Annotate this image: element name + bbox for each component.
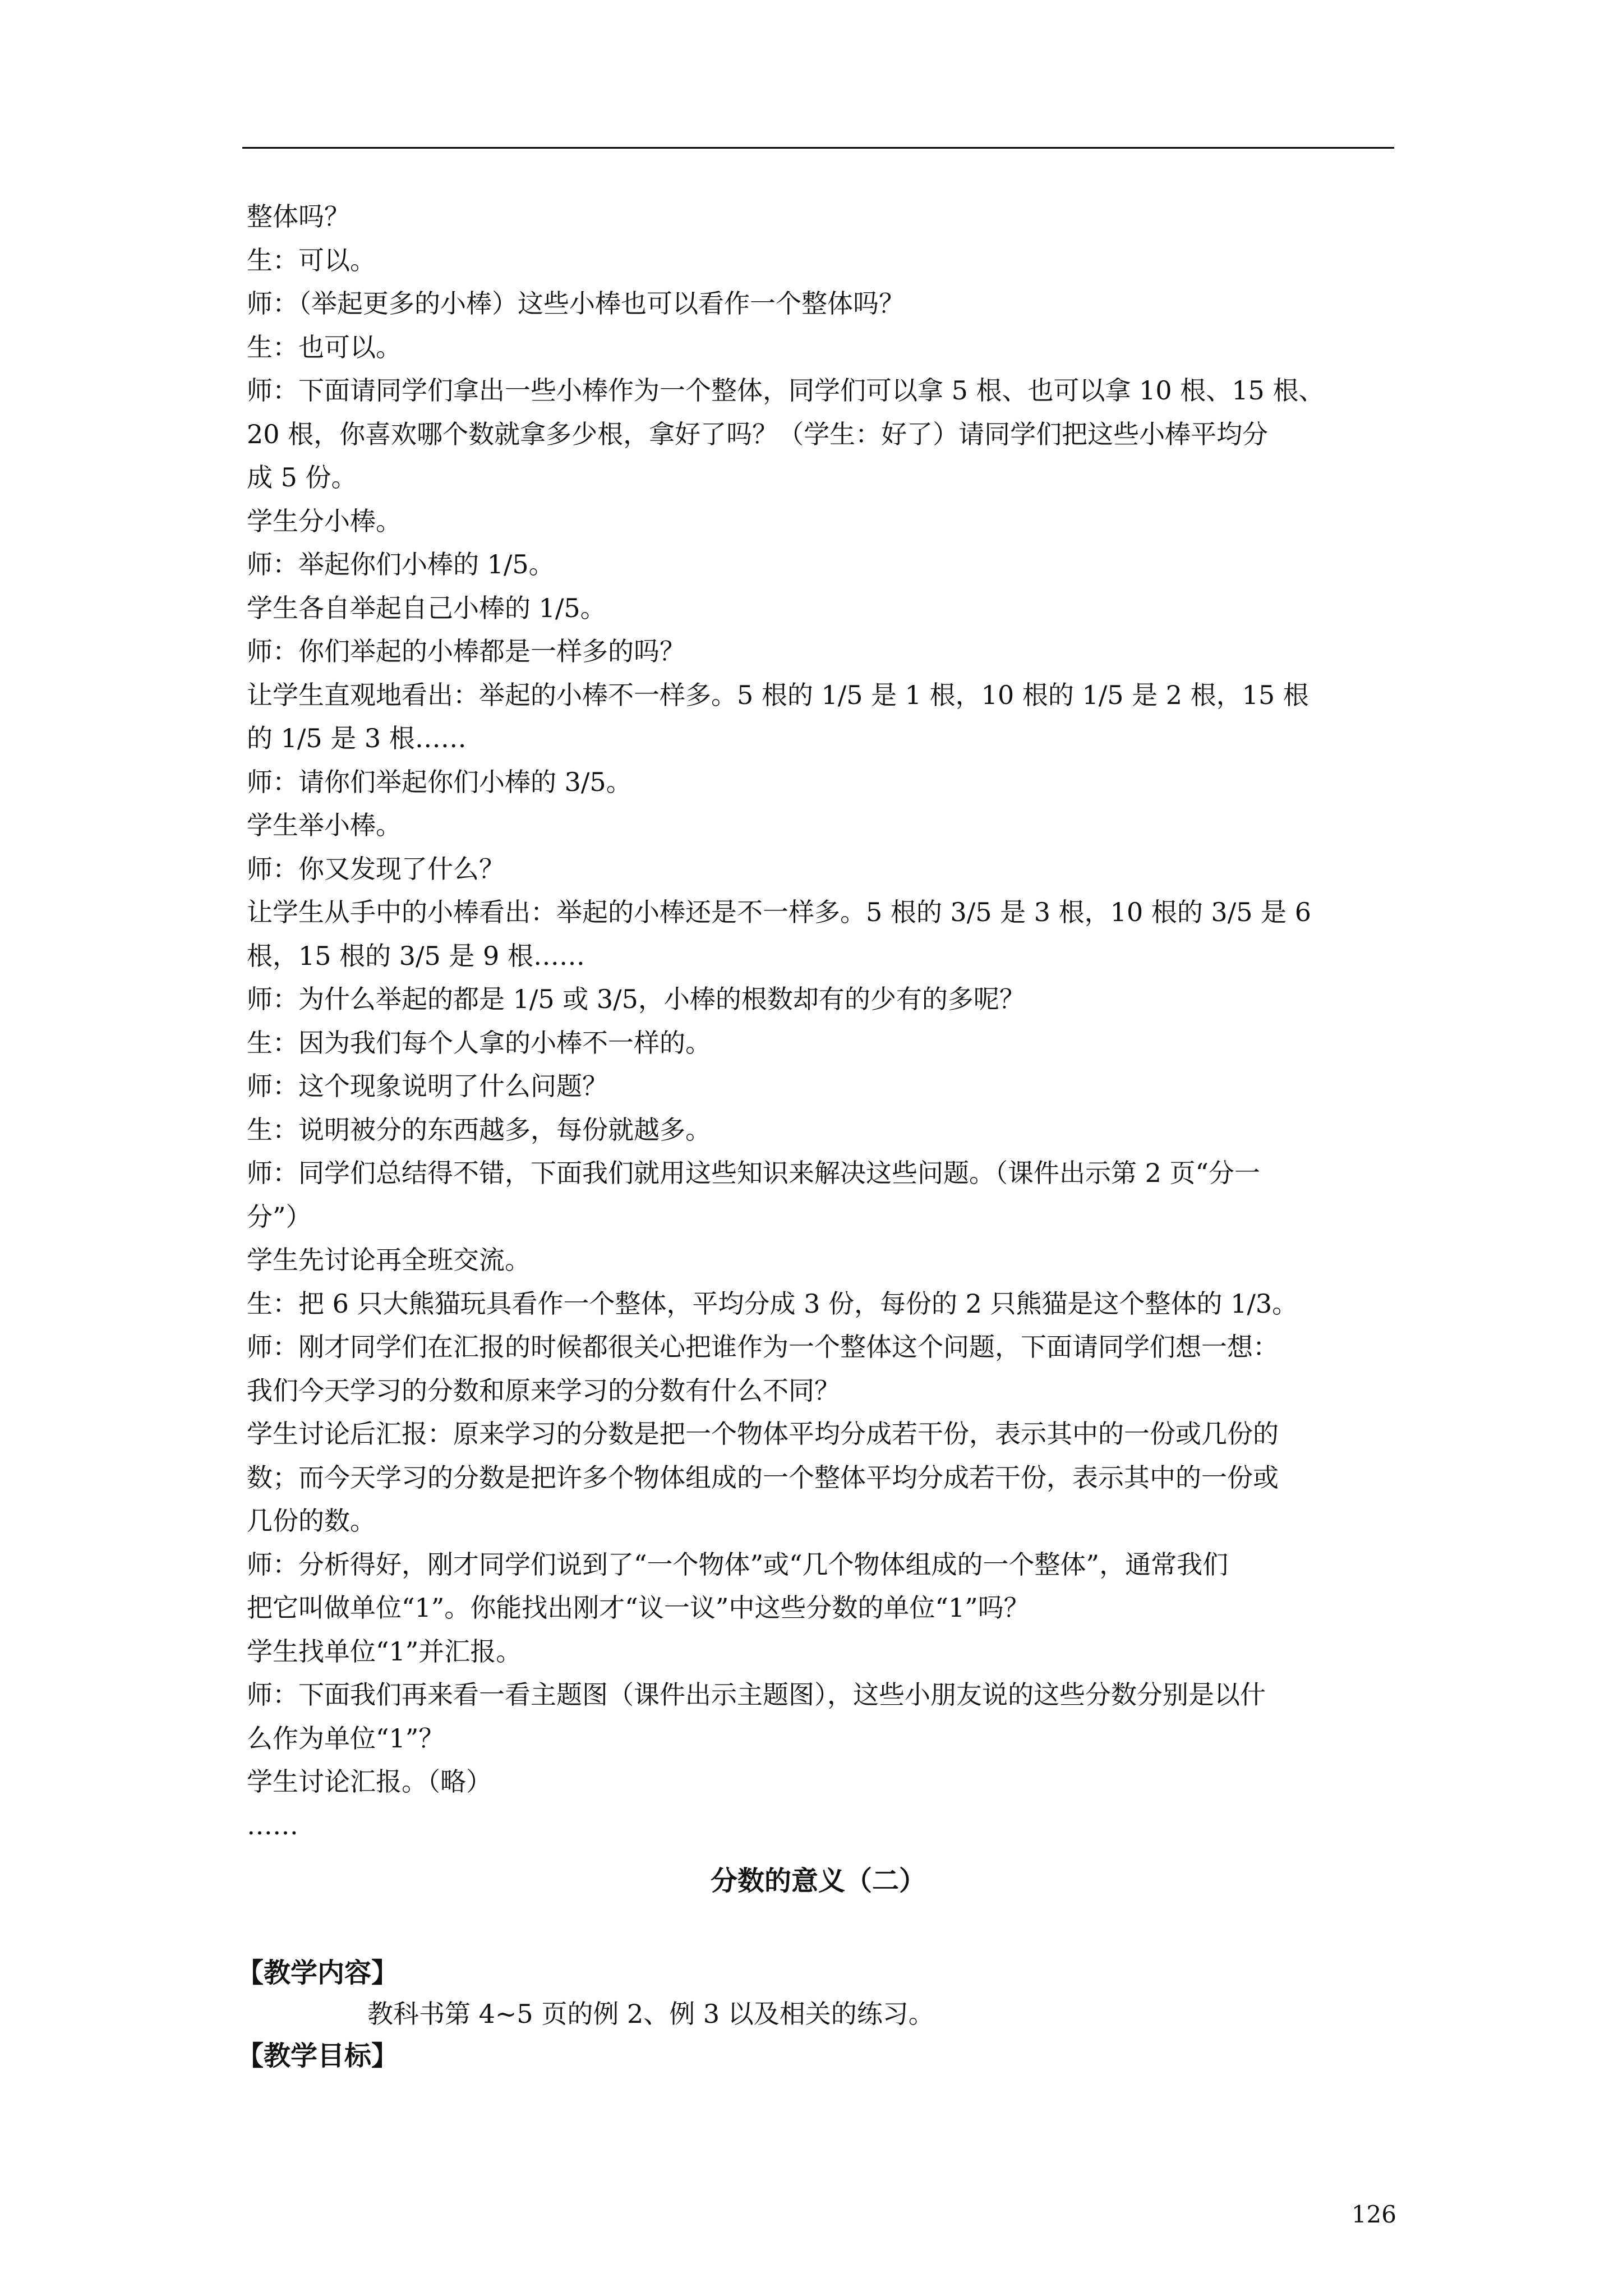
teaching-content-heading: 【教学内容】 <box>237 1957 399 1989</box>
header-rule <box>242 147 1394 149</box>
text-line: 师：这个现象说明了什么问题？ <box>247 1071 608 1101</box>
text-line: 生：把 6 只大熊猫玩具看作一个整体，平均分成 3 份，每份的 2 只熊猫是这个整体的 1/3。 <box>247 1288 1298 1319</box>
text-line: 学生先讨论再全班交流。 <box>247 1245 531 1275</box>
text-line: 学生分小棒。 <box>247 505 402 536</box>
text-line: 学生讨论汇报。（略） <box>247 1766 492 1797</box>
text-line: 师：同学们总结得不错，下面我们就用这些知识来解决这些问题。（课件出示第 2 页“分一 <box>247 1158 1261 1188</box>
text-line: 师：下面请同学们拿出一些小棒作为一个整体，同学们可以拿 5 根、也可以拿 10 根、15 根、 <box>247 375 1325 406</box>
teaching-goals-heading: 【教学目标】 <box>237 2040 399 2072</box>
text-line: 师：刚才同学们在汇报的时候都很关心把谁作为一个整体这个问题，下面请同学们想一想： <box>247 1332 1279 1362</box>
text-line: 成 5 份。 <box>247 462 357 493</box>
text-line: 师：（举起更多的小棒）这些小棒也可以看作一个整体吗？ <box>247 288 905 319</box>
text-line: 让学生直观地看出：举起的小棒不一样多。5 根的 1/5 是 1 根，10 根的 1/5 是 2 根，15 根 <box>247 679 1309 710</box>
text-line: 生：因为我们每个人拿的小棒不一样的。 <box>247 1027 711 1058</box>
text-line: 数；而今天学习的分数是把许多个物体组成的一个整体平均分成若干份，表示其中的一份或 <box>247 1462 1279 1493</box>
text-line: 的 1/5 是 3 根…… <box>247 723 467 753</box>
teaching-content-text: 教科书第 4~5 页的例 2、例 3 以及相关的练习。 <box>367 1999 934 2029</box>
text-line: 让学生从手中的小棒看出：举起的小棒还是不一样多。5 根的 3/5 是 3 根，10 根的 3/5 是 6 <box>247 897 1311 927</box>
text-line: 师：为什么举起的都是 1/5 或 3/5，小棒的根数却有的少有的多呢？ <box>247 984 1025 1014</box>
text-line: 生：也可以。 <box>247 332 402 362</box>
text-line: 根，15 根的 3/5 是 9 根…… <box>247 940 585 971</box>
text-line: 师：分析得好，刚才同学们说到了“一个物体”或“几个物体组成的一个整体”，通常我们 <box>247 1549 1229 1580</box>
text-line: 把它叫做单位“1”。你能找出刚才“议一议”中这些分数的单位“1”吗？ <box>247 1593 1030 1623</box>
text-line: 学生找单位“1”并汇报。 <box>247 1636 522 1667</box>
text-line: 几份的数。 <box>247 1506 376 1536</box>
text-line: 么作为单位“1”？ <box>247 1723 445 1754</box>
text-line: 生：可以。 <box>247 245 376 275</box>
page-number: 126 <box>1351 2201 1396 2228</box>
text-line: 师：请你们举起你们小棒的 3/5。 <box>247 766 632 797</box>
text-line: 师：举起你们小棒的 1/5。 <box>247 549 555 579</box>
text-line: 20 根，你喜欢哪个数就拿多少根，拿好了吗？（学生：好了）请同学们把这些小棒平均分 <box>247 418 1269 449</box>
text-line: 师：下面我们再来看一看主题图（课件出示主题图），这些小朋友说的这些分数分别是以什 <box>247 1680 1266 1710</box>
text-line: 分”） <box>247 1201 312 1232</box>
section-title: 分数的意义（二） <box>710 1865 926 1897</box>
body-text <box>247 195 1394 1847</box>
text-line: 学生讨论后汇报：原来学习的分数是把一个物体平均分成若干份，表示其中的一份或几份的 <box>247 1419 1279 1449</box>
text-line: 师：你又发现了什么？ <box>247 853 505 884</box>
text-line: 生：说明被分的东西越多，每份就越多。 <box>247 1114 711 1145</box>
ellipsis-line: …… <box>247 1810 298 1841</box>
text-line: 我们今天学习的分数和原来学习的分数有什么不同？ <box>247 1375 840 1406</box>
text-line: 学生各自举起自己小棒的 1/5。 <box>247 592 606 623</box>
text-line: 整体吗？ <box>247 201 350 232</box>
text-line: 师：你们举起的小棒都是一样多的吗？ <box>247 636 685 666</box>
text-line: 学生举小棒。 <box>247 810 402 840</box>
